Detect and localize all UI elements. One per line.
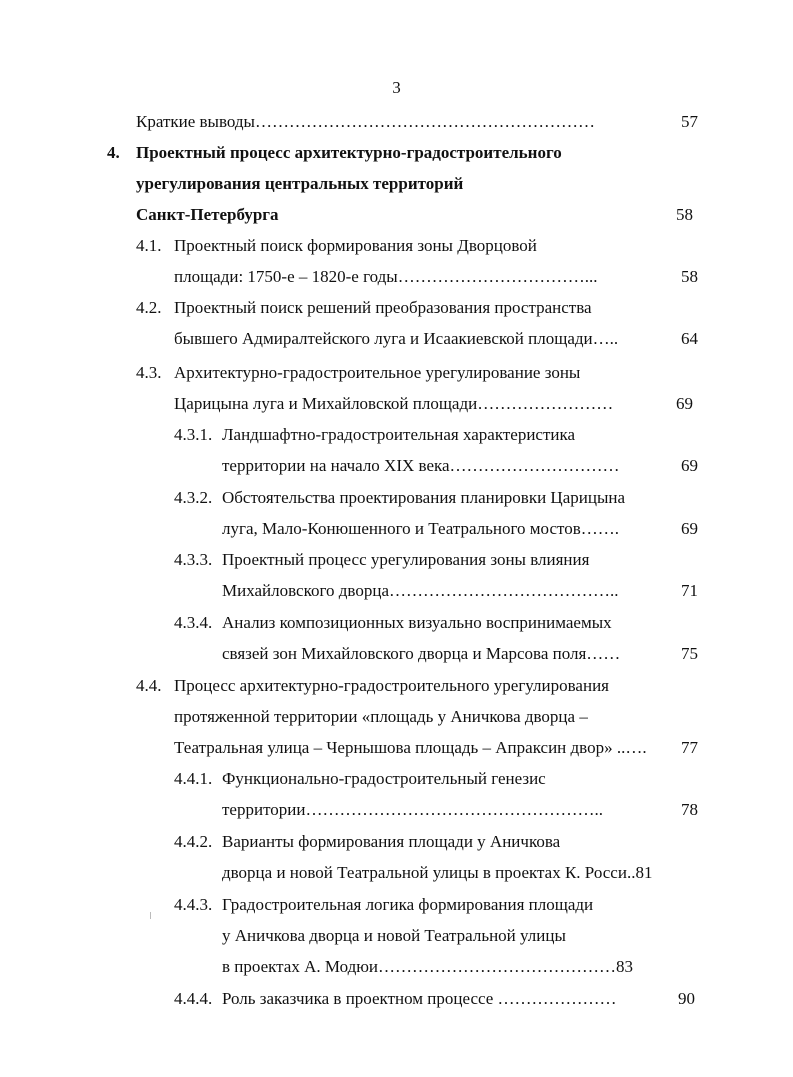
toc-text-line1: Варианты формирования площади у Аничкова [222, 832, 561, 851]
toc-number: 4.4.1. [174, 769, 213, 788]
toc-page: 58 [681, 267, 698, 286]
toc-page: 75 [681, 644, 698, 663]
toc-text-line2: территории…………………………………………….. [222, 800, 603, 819]
toc-text-line1: Проектный процесс урегулирования зоны влияния [222, 550, 590, 569]
toc-page: 69 [681, 456, 698, 475]
toc-text-line1: Градостроительная логика формирования площади [222, 895, 594, 914]
toc-page: 64 [681, 329, 698, 348]
toc-page: 77 [681, 738, 698, 757]
toc-text-line1: Проектный поиск формирования зоны Дворцовой [174, 236, 537, 255]
toc-number: 4.4.2. [174, 832, 213, 851]
toc-text-line2: у Аничкова дворца и новой Театральной улицы [222, 926, 566, 945]
toc-text-line2: территории на начало XIX века………………………… [222, 456, 620, 475]
toc-text-line2: связей зон Михайловского дворца и Марсова поля…… [222, 644, 621, 663]
toc-page: 90 [678, 989, 695, 1008]
toc-text-line1: Архитектурно-градостроительное урегулирование зоны [174, 363, 581, 382]
toc-number: 4.4. [136, 676, 162, 695]
toc-number: 4.4.3. [174, 895, 213, 914]
scan-mark [150, 912, 151, 919]
toc-text-line2: луга, Мало-Конюшенного и Театрального мостов……. [222, 519, 619, 538]
toc-page: 69 [676, 394, 693, 413]
toc-text-line1: Проектный поиск решений преобразования пространства [174, 298, 592, 317]
toc-number: 4.3.1. [174, 425, 213, 444]
toc-text-line2: протяженной территории «площадь у Аничкова дворца – [174, 707, 588, 726]
toc-number: 4.3.2. [174, 488, 213, 507]
toc-page: 69 [681, 519, 698, 538]
toc-text-line2: урегулирования центральных территорий [136, 174, 464, 193]
toc-page: 57 [681, 112, 698, 131]
toc-number: 4. [107, 143, 120, 162]
toc-text-line2: дворца и новой Театральной улицы в проектах К. Росси..81 [222, 863, 653, 882]
toc-text-line1: Процесс архитектурно-градостроительного урегулирования [174, 676, 609, 695]
toc-page: 71 [681, 581, 698, 600]
toc-text-line1: Проектный процесс архитектурно-градостроительного [136, 143, 562, 162]
toc-number: 4.3.3. [174, 550, 213, 569]
toc-text-line1: Обстоятельства проектирования планировки Царицына [222, 488, 626, 507]
toc-text-line3: в проектах А. Модюи……………………………………83 [222, 957, 634, 976]
toc-text-line2: бывшего Адмиралтейского луга и Исаакиевской площади….. [174, 329, 619, 348]
toc-text-line1: Функционально-градостроительный генезис [222, 769, 546, 788]
toc-number: 4.3.4. [174, 613, 213, 632]
toc-number: 4.3. [136, 363, 162, 382]
toc-number: 4.1. [136, 236, 162, 255]
toc-text-line2: площади: 1750-е – 1820-е годы……………………………... [174, 267, 598, 286]
page-number: 3 [392, 78, 401, 97]
toc-text-line3: Театральная улица – Чернышова площадь – Апраксин двор» ..…. [174, 738, 647, 757]
toc-text-line2: Царицына луга и Михайловской площади…………………… [174, 394, 614, 413]
toc-text-line3: Санкт-Петербурга [136, 205, 279, 224]
toc-text-line1: Роль заказчика в проектном процессе ………………… [222, 989, 617, 1008]
toc-number: 4.4.4. [174, 989, 213, 1008]
toc-text-line2: Михайловского дворца………………………………….. [222, 581, 619, 600]
toc-number: 4.2. [136, 298, 162, 317]
toc-text-line1: Анализ композиционных визуально воспринимаемых [222, 613, 612, 632]
toc-text-line1: Ландшафтно-градостроительная характеристика [222, 425, 576, 444]
toc-page: 58 [676, 205, 693, 224]
toc-page: 78 [681, 800, 698, 819]
toc-text: Краткие выводы…………………………………………………… [136, 112, 595, 131]
